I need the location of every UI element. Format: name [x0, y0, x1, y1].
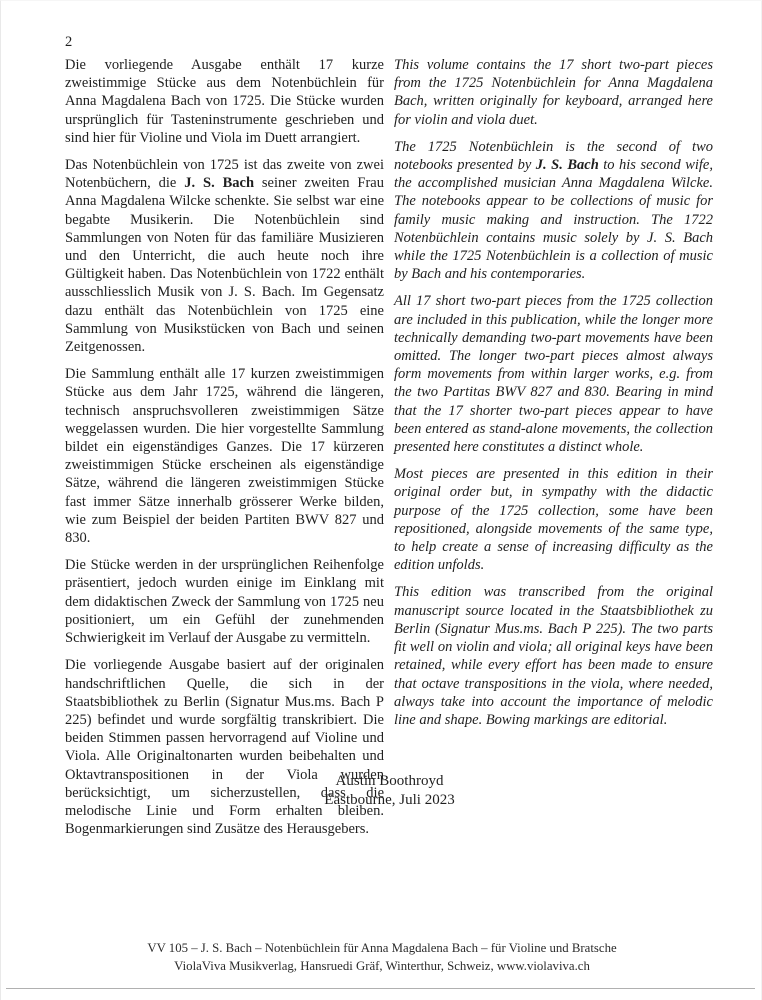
german-paragraph-1: [65, 56, 384, 147]
english-paragraph-4: [394, 465, 713, 574]
paragraph-text: The 1725 Notenbüchlein is the second of two notebooks presented by: [394, 138, 713, 174]
paragraph-text: This edition was transcribed from the original manuscript source located in the Staatsbibliothek zu Berlin (Signatur Mus.ms. Bach P 225). The two parts fit well on violin and viola; all original keys have been retained, while every effort has been made to ensure that octave transpositions in the viola, where needed, always take into account the importance of melodic line and shape. Bowing markings are editorial.: [394, 584, 713, 728]
page-number: 2: [65, 34, 73, 50]
german-column: [65, 56, 384, 838]
english-paragraph-1: [394, 56, 713, 129]
editor-name: Austin Boothroyd: [335, 773, 444, 789]
german-paragraph-5: [65, 656, 384, 838]
paragraph-text: Die Stücke werden in der ursprünglichen Reihenfolge präsentiert, jedoch wurden einige im Einklang mit dem didaktischen Zweck der Sammlung von 1725 neu positioniert, um ein Gefühl der zunehmenden Schwierigkeit im Verlauf der Ausgabe zu vermitteln.: [65, 557, 384, 647]
paragraph-text: All 17 short two-part pieces from the 1725 collection are included in this publication, while the longer more technically demanding two-part movements have been omitted. The longer two-part pieces almost always form movements from within larger works, e.g. from the two Partitas BWV 827 and 830. Bearing in mind that the 17 shorter two-part pieces appear to have been entered as stand-alone movements, the collection presented here constitutes a distinct whole.: [394, 293, 713, 456]
footer: [1, 940, 762, 975]
paragraph-text: Most pieces are presented in this edition in their original order but, in sympathy with the didactic purpose of the 1725 collection, some have been repositioned, alongside movements of the same type, to help create a sense of increasing difficulty as the edition unfolds.: [394, 466, 713, 574]
signature-place-date: Eastbourne, Juli 2023: [324, 792, 455, 808]
english-paragraph-2: [394, 138, 713, 284]
preface-columns: [65, 56, 714, 838]
paragraph-text: Die Sammlung enthält alle 17 kurzen zweistimmigen Stücke aus dem Jahr 1725, während die längeren, technisch anspruchsvolleren zweistimmigen Sätze weggelassen wurden. Die hier vorgestellte Sammlung bildet ein eigenständiges Ganzes. Die 17 kürzeren zweistimmigen Stücke erscheinen als eigenständige Sätze, während die längeren zweistimmigen Stücke fast immer Sätze innerhalb grösserer Werke bilden, wie zum Beispiel der beiden Partiten BWV 827 und 830.: [65, 366, 384, 547]
paragraph-text: This volume contains the 17 short two-part pieces from the 1725 Notenbüchlein for Anna Magdalena Bach, written originally for keyboard, arranged here for violin and viola duet.: [394, 57, 713, 128]
paragraph-text: Die vorliegende Ausgabe basiert auf der originalen handschriftlichen Quelle, die sich in der Staatsbibliothek zu Berlin (Signatur Mus.ms. Bach P 225) befindet und wurde sorgfältig transkribiert. Die beiden Stimmen passen hervorragend auf Violine und Viola. Alle Originaltonarten wurden beibehalten und Oktavtranspositionen in der Viola wurden berücksichtigt, um sicherzustellen, dass die melodische Linie und Form erhalten bleiben. Bogenmarkierungen sind Zusätze des Herausgebers.: [65, 657, 384, 838]
footer-line-catalog: VV 105 – J. S. Bach – Notenbüchlein für Anna Magdalena Bach – für Violine und Bratsche: [147, 941, 617, 955]
german-paragraph-2: [65, 156, 384, 356]
german-paragraph-3: [65, 365, 384, 547]
bach-name-bold: J. S. Bach: [535, 157, 599, 174]
paragraph-text: Die vorliegende Ausgabe enthält 17 kurze zweistimmige Stücke aus dem Notenbüchlein für Anna Magdalena Bach von 1725. Die Stücke wurden ursprünglich für Tasteninstrumente geschrieben und sind hier für Violine und Viola im Duett arrangiert.: [65, 57, 384, 146]
paragraph-text: seiner zweiten Frau Anna Magdalena Wilcke schenkte. Sie selbst war eine begabte Musikerin. Die Notenbüchlein sind Sammlungen von Noten für das familiäre Musizieren und den Unterricht, die auch heute noch ihre Gültigkeit haben. Das Notenbüchlein von 1722 enthält ausschliesslich Musik von J. S. Bach. Im Gegensatz dazu enthält das Notenbüchlein von 1725 eine Sammlung von Musikstücken von Bach und seinen Zeitgenossen.: [65, 175, 384, 356]
footer-line-publisher: ViolaViva Musikverlag, Hansruedi Gräf, Winterthur, Schweiz, www.violaviva.ch: [174, 958, 590, 973]
english-paragraph-3: [394, 292, 713, 456]
scan-edge-line: [6, 988, 755, 989]
signature-block: [65, 772, 714, 810]
paragraph-text: Das Notenbüchlein von 1725 ist das zweite von zwei Notenbüchern, die: [65, 157, 384, 192]
english-column: [394, 56, 713, 838]
bach-name-bold: J. S. Bach: [184, 175, 255, 192]
german-paragraph-4: [65, 556, 384, 647]
paragraph-text: to his second wife, the accomplished musician Anna Magdalena Wilcke. The notebooks appear to be collections of music for family music making and instruction. The 1722 Notenbüchlein contains music solely by J. S. Bach while the 1725 Notenbüchlein is a collection of music by Bach and his contemporaries.: [394, 157, 713, 283]
english-paragraph-5: [394, 583, 713, 729]
